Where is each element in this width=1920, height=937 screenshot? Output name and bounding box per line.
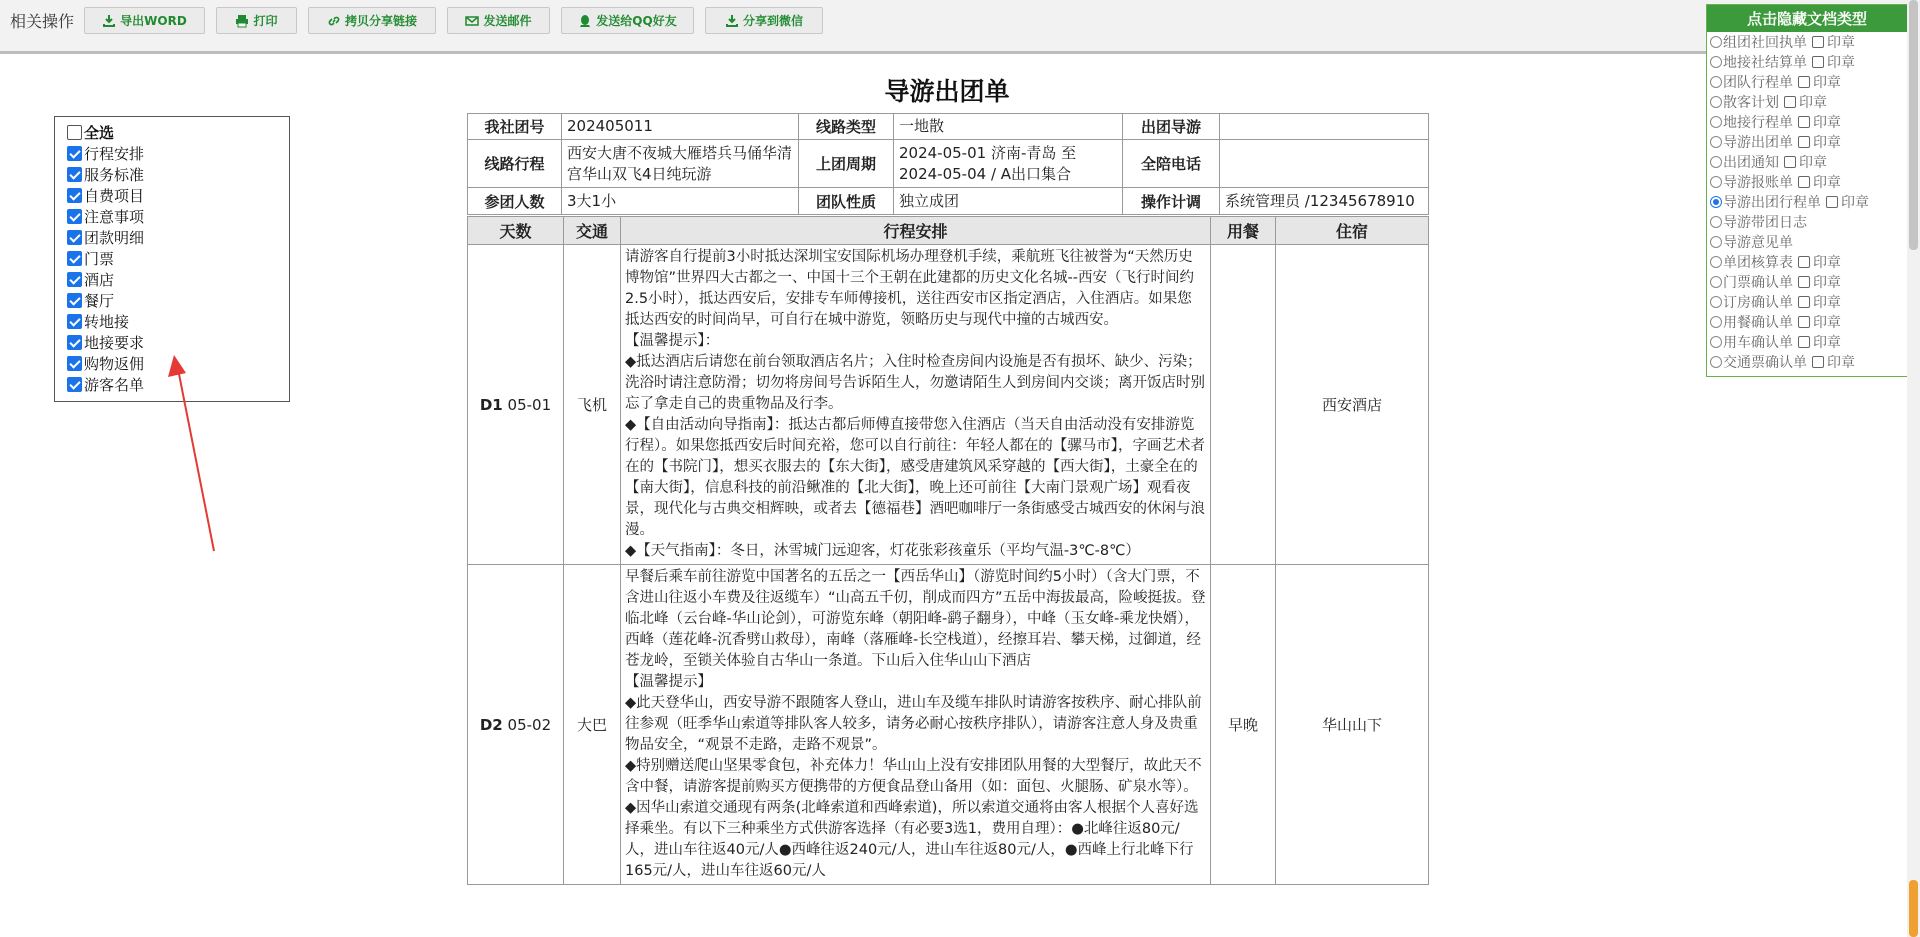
stamp-label: 印章	[1813, 135, 1841, 151]
stamp-checkbox[interactable]	[1798, 176, 1810, 188]
day-cell	[468, 245, 564, 565]
checklist-item-label: 行程安排	[84, 145, 145, 163]
route-type-label: 线路类型	[799, 114, 894, 140]
radio-button[interactable]	[1710, 56, 1722, 68]
red-arrow-annotation	[160, 355, 220, 555]
plan-paragraph: 早餐后乘车前往游览中国著名的五岳之一【西岳华山】（游览时间约5小时）（含大门票，不含进山往返小车费及往返缆车）“山高五千仞，削成而四方”五岳中海拔最高，险峻挺拔。登临北峰（云台峰-华山论剑），可游览东峰（朝阳峰-鹞子翻身），中峰（玉女峰-乘龙快婿），西峰（莲花峰-沉香劈山救母），南峰（落雁峰-长空栈道），经擦耳岩、攀天梯，过御道，经苍龙岭，至锁关体验自古华山一条道。下山后入住华山山下酒店	[625, 569, 1206, 669]
meal-cell	[1211, 245, 1276, 565]
itinerary-row	[468, 245, 1429, 565]
doc-type-option[interactable]	[1707, 252, 1907, 272]
stamp-checkbox[interactable]	[1798, 276, 1810, 288]
radio-button[interactable]	[1710, 276, 1722, 288]
send-qq-button[interactable]	[561, 7, 694, 34]
print-label: 打印	[253, 14, 278, 28]
copy-link-button[interactable]	[308, 7, 436, 34]
print-button[interactable]	[216, 7, 297, 34]
checkbox[interactable]	[67, 356, 82, 371]
send-email-label: 发送邮件	[483, 14, 532, 28]
day-number: D2	[479, 715, 503, 734]
checkbox[interactable]	[67, 209, 82, 224]
send-email-button[interactable]	[447, 7, 550, 34]
col-header-hotel: 住宿	[1276, 217, 1429, 245]
checklist-item-label: 门票	[84, 250, 115, 268]
radio-button[interactable]	[1710, 236, 1722, 248]
doc-type-label: 导游带团日志	[1723, 215, 1807, 231]
checklist-item[interactable]	[67, 311, 289, 332]
doc-type-option[interactable]	[1707, 192, 1907, 212]
stamp-checkbox[interactable]	[1798, 116, 1810, 128]
radio-button[interactable]	[1710, 176, 1722, 188]
checklist-item[interactable]	[67, 164, 289, 185]
stamp-checkbox[interactable]	[1798, 256, 1810, 268]
doc-type-option[interactable]	[1707, 112, 1907, 132]
nature-value: 独立成团	[894, 188, 1123, 215]
radio-button[interactable]	[1710, 316, 1722, 328]
stamp-checkbox[interactable]	[1812, 56, 1824, 68]
copy-link-label: 拷贝分享链接	[344, 14, 417, 28]
operator-value: 系统管理员 /12345678910	[1220, 188, 1429, 215]
radio-button[interactable]	[1710, 116, 1722, 128]
doc-type-option[interactable]	[1707, 172, 1907, 192]
radio-button[interactable]	[1710, 96, 1722, 108]
checkbox[interactable]	[67, 377, 82, 392]
group-no-label: 我社团号	[468, 114, 562, 140]
doc-type-option[interactable]	[1707, 132, 1907, 152]
checkbox[interactable]	[67, 167, 82, 182]
radio-button[interactable]	[1710, 196, 1722, 208]
doc-type-option[interactable]	[1707, 32, 1907, 52]
itinerary-body	[468, 245, 1429, 885]
stamp-checkbox[interactable]	[1784, 156, 1796, 168]
plan-cell	[621, 565, 1211, 885]
stamp-label: 印章	[1841, 195, 1869, 211]
doc-type-label: 交通票确认单	[1723, 355, 1807, 371]
doc-type-label: 用车确认单	[1723, 335, 1793, 351]
doc-type-label: 订房确认单	[1723, 295, 1793, 311]
checklist-item[interactable]	[67, 269, 289, 290]
plan-paragraph: ◆抵达酒店后请您在前台领取酒店名片；入住时检查房间内设施是否有损坏、缺少、污染；洗浴时请注意防滑；切勿将房间号告诉陌生人，勿邀请陌生人到房间内交谈；离开饭店时别忘了拿走自己的贵重物品及行李。	[625, 354, 1205, 412]
stamp-label: 印章	[1827, 35, 1855, 51]
radio-button[interactable]	[1710, 256, 1722, 268]
radio-button[interactable]	[1710, 136, 1722, 148]
doc-type-panel	[1706, 4, 1908, 377]
transport-cell: 飞机	[564, 245, 621, 565]
plan-paragraph: ◆【自由活动向导指南】：抵达古都后师傅直接带您入住酒店（当天自由活动没有安排游览行程）。如果您抵西安后时间充裕，您可以自行前往：年轻人都在的【骡马市】，字画艺术者在的【书院门】，想买衣服去的【东大街】，感受唐建筑风采穿越的【西大街】，土豪全在的【南大街】，信息科技的前沿鳅准的【北大街】，晚上还可前往【大南门景观广场】观看夜景，现代化与古典交相辉映，或者去【德福巷】酒吧咖啡厅一条街感受古城西安的休闲与浪漫。	[625, 417, 1205, 538]
share-wechat-label: 分享到微信	[742, 14, 803, 28]
checkbox[interactable]	[67, 314, 82, 329]
phone-value	[1220, 140, 1429, 188]
radio-button[interactable]	[1710, 156, 1722, 168]
stamp-label: 印章	[1813, 75, 1841, 91]
select-all-checkbox[interactable]	[67, 125, 82, 140]
nature-label: 团队性质	[799, 188, 894, 215]
checklist-item[interactable]	[67, 143, 289, 164]
plan-paragraph: ◆特别赠送爬山坚果零食包，补充体力！华山山上没有安排团队用餐的大型餐厅，故此天不含中餐，请游客提前购买方便携带的方便食品登山备用（如：面包、火腿肠、矿泉水等）。	[625, 758, 1202, 795]
checkbox[interactable]	[67, 293, 82, 308]
day-number: D1	[479, 395, 503, 414]
stamp-checkbox[interactable]	[1826, 196, 1838, 208]
checklist-item[interactable]	[67, 248, 289, 269]
doc-type-option[interactable]	[1707, 212, 1907, 232]
people-value: 3大1小	[562, 188, 799, 215]
hotel-cell: 西安酒店	[1276, 245, 1429, 565]
col-header-meal: 用餐	[1211, 217, 1276, 245]
radio-button[interactable]	[1710, 356, 1722, 368]
doc-type-option[interactable]	[1707, 352, 1907, 372]
stamp-checkbox[interactable]	[1784, 96, 1796, 108]
scrollbar-indicator[interactable]	[1909, 880, 1918, 937]
printer-icon	[235, 14, 249, 28]
stamp-label: 印章	[1813, 295, 1841, 311]
meal-cell: 早晚	[1211, 565, 1276, 885]
people-label: 参团人数	[468, 188, 562, 215]
doc-type-list	[1707, 32, 1907, 372]
doc-type-option[interactable]	[1707, 232, 1907, 252]
stamp-label: 印章	[1813, 175, 1841, 191]
checklist-item-label: 游客名单	[84, 376, 145, 394]
doc-type-option[interactable]	[1707, 92, 1907, 112]
route-value: 西安大唐不夜城大雁塔兵马俑华清宫华山双飞4日纯玩游	[562, 140, 799, 188]
col-header-plan: 行程安排	[621, 217, 1211, 245]
doc-type-label: 门票确认单	[1723, 275, 1793, 291]
period-label: 上团周期	[799, 140, 894, 188]
qq-icon	[578, 14, 592, 28]
share-wechat-button[interactable]	[705, 7, 823, 34]
day-date: 05-02	[507, 715, 552, 734]
checkbox[interactable]	[67, 272, 82, 287]
checklist-item-label: 转地接	[84, 313, 130, 331]
checkbox[interactable]	[67, 335, 82, 350]
checkbox[interactable]	[67, 230, 82, 245]
group-info-table	[467, 113, 1429, 215]
route-type-value: 一地散	[894, 114, 1123, 140]
radio-button[interactable]	[1710, 296, 1722, 308]
checkbox[interactable]	[67, 251, 82, 266]
plan-paragraph: 请游客自行提前3小时抵达深圳宝安国际机场办理登机手续，乘航班飞往被誉为“天然历史博物馆”世界四大古都之一、中国十三个王朝在此建都的历史文化名城--西安（飞行时间约2.5小时），抵达西安后，安排专车师傅接机，送往西安市区指定酒店，入住酒店。如果您抵达西安的时间尚早，可自行在城中游览，领略历史与现代中撞的古城西安。	[625, 249, 1194, 328]
doc-type-label: 出团通知	[1723, 155, 1779, 171]
checklist-item[interactable]	[67, 185, 289, 206]
doc-type-option[interactable]	[1707, 152, 1907, 172]
checkbox[interactable]	[67, 146, 82, 161]
itinerary-row	[468, 565, 1429, 885]
radio-button[interactable]	[1710, 216, 1722, 228]
stamp-label: 印章	[1813, 335, 1841, 351]
col-header-day: 天数	[468, 217, 564, 245]
stamp-checkbox[interactable]	[1798, 296, 1810, 308]
doc-type-label: 地接行程单	[1723, 115, 1793, 131]
stamp-label: 印章	[1827, 355, 1855, 371]
checklist-item-label: 酒店	[84, 271, 115, 289]
checklist-item[interactable]	[67, 206, 289, 227]
doc-type-option[interactable]	[1707, 72, 1907, 92]
hotel-cell: 华山山下	[1276, 565, 1429, 885]
doc-type-option[interactable]	[1707, 52, 1907, 72]
checklist-item-label: 餐厅	[84, 292, 115, 310]
doc-type-label: 团队行程单	[1723, 75, 1793, 91]
download-icon	[102, 14, 116, 28]
radio-button[interactable]	[1710, 76, 1722, 88]
stamp-checkbox[interactable]	[1798, 336, 1810, 348]
group-no-value: 202405011	[562, 114, 799, 140]
stamp-label: 印章	[1813, 115, 1841, 131]
day-date: 05-01	[507, 395, 552, 414]
checklist-item-label: 购物返佣	[84, 355, 145, 373]
stamp-checkbox[interactable]	[1798, 316, 1810, 328]
guide-value	[1220, 114, 1429, 140]
stamp-label: 印章	[1813, 315, 1841, 331]
stamp-label: 印章	[1799, 95, 1827, 111]
plan-paragraph: 【温馨提示】	[625, 674, 712, 690]
doc-type-label: 地接社结算单	[1723, 55, 1807, 71]
doc-type-label: 用餐确认单	[1723, 315, 1793, 331]
toolbar-label: 相关操作	[10, 12, 75, 31]
day-cell	[468, 565, 564, 885]
export-word-label: 导出WORD	[120, 14, 187, 28]
doc-type-label: 导游意见单	[1723, 235, 1793, 251]
doc-type-toggle-header[interactable]: 点击隐藏文档类型	[1707, 5, 1907, 32]
stamp-checkbox[interactable]	[1812, 356, 1824, 368]
toolbar	[0, 0, 1920, 54]
mail-icon	[465, 14, 479, 28]
checklist-item-label: 自费项目	[84, 187, 145, 205]
plan-cell	[621, 245, 1211, 565]
radio-button[interactable]	[1710, 336, 1722, 348]
checkbox[interactable]	[67, 188, 82, 203]
checklist-item-label: 注意事项	[84, 208, 145, 226]
checklist-item-label: 服务标准	[84, 166, 145, 184]
scrollbar-thumb[interactable]	[1909, 0, 1918, 250]
operator-label: 操作计调	[1123, 188, 1220, 215]
doc-type-label: 单团核算表	[1723, 255, 1793, 271]
select-all-label: 全选	[84, 124, 115, 142]
doc-type-label: 导游报账单	[1723, 175, 1793, 191]
stamp-checkbox[interactable]	[1798, 76, 1810, 88]
export-word-button[interactable]	[84, 7, 205, 34]
stamp-label: 印章	[1813, 255, 1841, 271]
plan-paragraph: ◆此天登华山，西安导游不跟随客人登山，进山车及缆车排队时请游客按秩序、耐心排队前往参观（旺季华山索道等排队客人较多，请务必耐心按秩序排队），请游客注意人身及贵重物品安全，“观景不走路，走路不观景”。	[625, 695, 1202, 753]
doc-type-option[interactable]	[1707, 272, 1907, 292]
doc-type-label: 散客计划	[1723, 95, 1779, 111]
plan-paragraph: ◆因华山索道交通现有两条(北峰索道和西峰索道)，所以索道交通将由客人根据个人喜好选择乘坐。有以下三种乘坐方式供游客选择（有必要3选1，费用自理）：●北峰往返80元/人，进山车往返40元/人●西峰往返240元/人，进山车往返80元/人，●西峰上行北峰下行165元/人，进山车往返60元/人	[625, 800, 1199, 879]
doc-type-option[interactable]	[1707, 312, 1907, 332]
stamp-label: 印章	[1813, 275, 1841, 291]
send-qq-label: 发送给QQ好友	[596, 14, 677, 28]
doc-type-label: 导游出团单	[1723, 135, 1793, 151]
stamp-label: 印章	[1799, 155, 1827, 171]
checklist-item-label: 地接要求	[84, 334, 145, 352]
download-icon	[725, 14, 739, 28]
itinerary-table	[467, 216, 1429, 885]
guide-label: 出团导游	[1123, 114, 1220, 140]
page-title: 导游出团单	[884, 77, 1010, 106]
phone-label: 全陪电话	[1123, 140, 1220, 188]
doc-type-label: 导游出团行程单	[1723, 195, 1821, 211]
doc-type-label: 组团社回执单	[1723, 35, 1807, 51]
col-header-transport: 交通	[564, 217, 621, 245]
checklist-item[interactable]	[67, 290, 289, 311]
select-all-row[interactable]	[67, 122, 289, 143]
checklist-item[interactable]	[67, 332, 289, 353]
doc-type-option[interactable]	[1707, 332, 1907, 352]
route-label: 线路行程	[468, 140, 562, 188]
checklist-item[interactable]	[67, 227, 289, 248]
transport-cell: 大巴	[564, 565, 621, 885]
checklist-item-label: 团款明细	[84, 229, 145, 247]
stamp-checkbox[interactable]	[1798, 136, 1810, 148]
link-icon	[327, 14, 341, 28]
radio-button[interactable]	[1710, 36, 1722, 48]
period-value: 2024-05-01 济南-青岛 至2024-05-04 / A出口集合	[894, 140, 1123, 188]
stamp-label: 印章	[1827, 55, 1855, 71]
doc-type-option[interactable]	[1707, 292, 1907, 312]
plan-paragraph: ◆【天气指南】：冬日，沐雪城门远迎客，灯花张彩孩童乐（平均气温-3℃-8℃）	[625, 543, 1140, 559]
stamp-checkbox[interactable]	[1812, 36, 1824, 48]
plan-paragraph: 【温馨提示】：	[625, 333, 720, 349]
